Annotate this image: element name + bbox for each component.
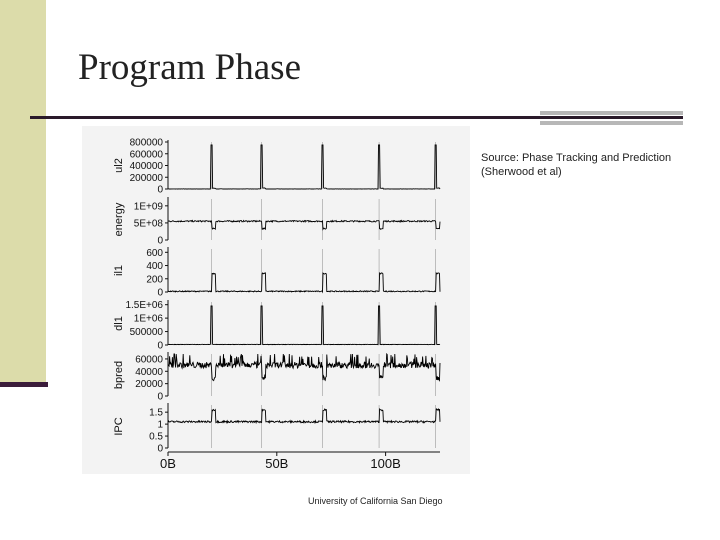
footer-text: University of California San Diego bbox=[308, 496, 443, 506]
bpred-y-tick-label: 40000 bbox=[135, 366, 163, 378]
ipc-y-tick-label: 1 bbox=[157, 419, 163, 431]
ul2-trace bbox=[168, 145, 440, 189]
title-rule bbox=[30, 116, 683, 119]
energy-y-label: energy bbox=[113, 202, 125, 237]
ipc-y-tick-label: 0.5 bbox=[149, 431, 163, 443]
dl1-y-tick-label: 1E+06 bbox=[133, 313, 163, 325]
ipc-trace bbox=[168, 409, 440, 423]
sidebar-accent bbox=[0, 382, 48, 387]
energy-y-tick-label: 1E+09 bbox=[133, 201, 163, 213]
bpred-y-tick-label: 20000 bbox=[135, 379, 163, 391]
ul2-y-tick-label: 0 bbox=[157, 184, 163, 196]
ul2-y-tick-label: 600000 bbox=[129, 149, 163, 161]
il1-y-tick-label: 600 bbox=[146, 247, 163, 259]
x-tick-label: 50B bbox=[265, 456, 289, 471]
dl1-y-tick-label: 1.5E+06 bbox=[125, 300, 163, 312]
x-tick-label: 0B bbox=[160, 456, 176, 471]
phase-plot-figure bbox=[82, 126, 470, 474]
dl1-y-tick-label: 0 bbox=[157, 340, 163, 352]
sidebar-band bbox=[0, 0, 46, 385]
title-accent-bar-bottom bbox=[540, 121, 683, 125]
slide-title: Program Phase bbox=[78, 47, 301, 88]
dl1-y-label: dl1 bbox=[113, 316, 125, 331]
ul2-y-label: ul2 bbox=[113, 158, 125, 173]
energy-trace bbox=[168, 221, 440, 230]
phase-plot-chart bbox=[82, 126, 470, 474]
ul2-y-tick-label: 400000 bbox=[129, 161, 163, 172]
ul2-y-tick-label: 800000 bbox=[129, 137, 163, 149]
title-accent-bar-top bbox=[540, 111, 683, 115]
x-tick-label: 100B bbox=[370, 456, 401, 471]
il1-y-tick-label: 400 bbox=[146, 261, 163, 273]
source-line-1: Source: Phase Tracking and Prediction bbox=[481, 152, 672, 164]
source-note bbox=[481, 151, 711, 179]
dl1-y-tick-label: 500000 bbox=[129, 327, 163, 339]
il1-y-tick-label: 200 bbox=[146, 274, 163, 286]
ipc-y-tick-label: 0 bbox=[157, 443, 163, 455]
bpred-y-tick-label: 0 bbox=[157, 391, 163, 403]
energy-y-tick-label: 5E+08 bbox=[133, 218, 163, 230]
bpred-trace bbox=[168, 354, 440, 381]
il1-y-label: il1 bbox=[113, 264, 125, 277]
ul2-y-tick-label: 200000 bbox=[129, 172, 163, 184]
ipc-y-tick-label: 1.5 bbox=[149, 407, 163, 419]
il1-y-tick-label: 0 bbox=[157, 287, 163, 299]
bpred-y-label: bpred bbox=[113, 360, 125, 390]
ipc-y-label: IPC bbox=[113, 417, 125, 436]
energy-y-tick-label: 0 bbox=[157, 235, 163, 247]
source-line-2: (Sherwood et al) bbox=[481, 166, 562, 178]
dl1-trace bbox=[168, 306, 440, 345]
bpred-y-tick-label: 60000 bbox=[135, 354, 163, 366]
il1-trace bbox=[168, 273, 440, 292]
